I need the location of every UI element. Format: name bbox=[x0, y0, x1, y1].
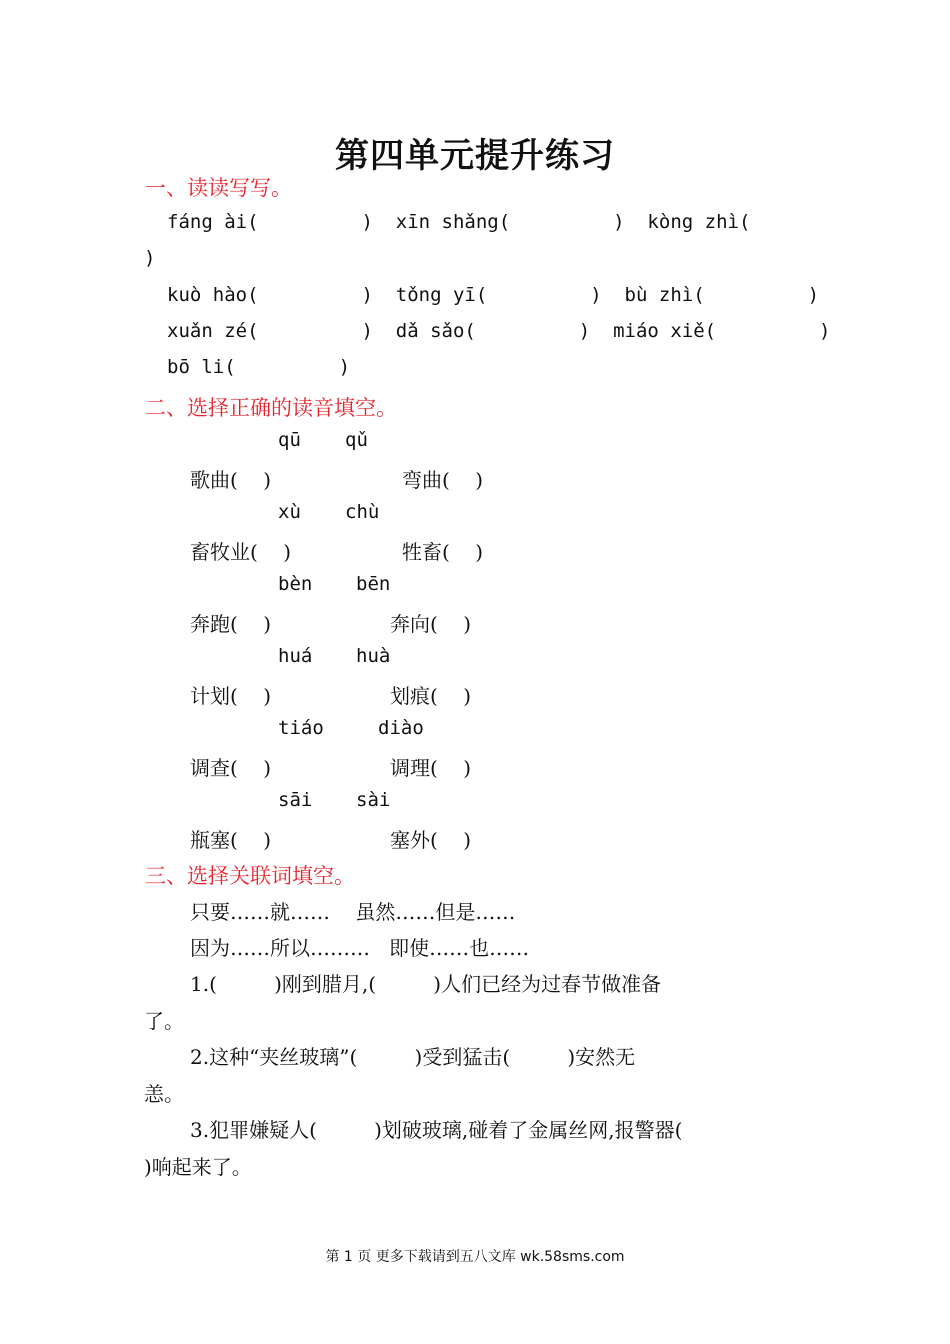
word-blank: 瓶塞( ) bbox=[190, 828, 272, 852]
question-2-wrap: 恙。 bbox=[144, 1082, 184, 1106]
reading-option: bèn bbox=[278, 573, 313, 595]
reading-option: qū bbox=[278, 429, 301, 451]
reading-option: sāi bbox=[278, 789, 313, 811]
question-2: 2.这种“夹丝玻璃”( )受到猛击( )安然无 bbox=[190, 1045, 636, 1069]
reading-option: chù bbox=[345, 501, 380, 523]
reading-option: huà bbox=[356, 645, 391, 667]
word-blank: 划痕( ) bbox=[390, 684, 472, 708]
pinyin-line-4: bō li( ) bbox=[167, 356, 351, 378]
word-blank: 调查( ) bbox=[190, 756, 272, 780]
reading-option: diào bbox=[378, 717, 424, 739]
question-1: 1.( )刚到腊月,( )人们已经为过春节做准备 bbox=[190, 972, 662, 996]
pinyin-line-3: xuǎn zé( ) dǎ sǎo( ) miáo xiě( ) bbox=[167, 320, 831, 342]
word-blank: 计划( ) bbox=[190, 684, 272, 708]
question-3: 3.犯罪嫌疑人( )划破玻璃,碰着了金属丝网,报警器( bbox=[190, 1118, 683, 1142]
reading-option: huá bbox=[278, 645, 313, 667]
reading-option: tiáo bbox=[278, 717, 324, 739]
pinyin-line-2: kuò hào( ) tǒng yī( ) bù zhì( ) bbox=[167, 284, 820, 306]
word-blank: 奔跑( ) bbox=[190, 612, 272, 636]
word-blank: 调理( ) bbox=[390, 756, 472, 780]
word-blank: 奔向( ) bbox=[390, 612, 472, 636]
section-2-heading: 二、选择正确的读音填空。 bbox=[145, 396, 397, 420]
reading-option: bēn bbox=[356, 573, 391, 595]
word-blank: 畜牧业( ) bbox=[190, 540, 292, 564]
word-blank: 弯曲( ) bbox=[402, 468, 484, 492]
conjunction-options-2: 因为……所以……… 即使……也…… bbox=[190, 936, 530, 960]
reading-option: sài bbox=[356, 789, 391, 811]
word-blank: 牲畜( ) bbox=[402, 540, 484, 564]
question-1-wrap: 了。 bbox=[144, 1009, 184, 1033]
pinyin-line-1: fáng ài( ) xīn shǎng( ) kòng zhì( bbox=[167, 211, 751, 233]
question-3-wrap: )响起来了。 bbox=[144, 1155, 252, 1179]
section-1-heading: 一、读读写写。 bbox=[145, 176, 292, 200]
section-3-heading: 三、选择关联词填空。 bbox=[145, 864, 355, 888]
word-blank: 塞外( ) bbox=[390, 828, 472, 852]
page-title: 第四单元提升练习 bbox=[335, 136, 615, 176]
reading-option: qǔ bbox=[345, 429, 368, 451]
word-blank: 歌曲( ) bbox=[190, 468, 272, 492]
page-footer: 第 1 页 更多下载请到五八文库 wk.58sms.com bbox=[325, 1249, 625, 1265]
conjunction-options-1: 只要……就…… 虽然……但是…… bbox=[190, 900, 516, 924]
pinyin-line-1-wrap: ) bbox=[144, 247, 156, 269]
reading-option: xù bbox=[278, 501, 301, 523]
